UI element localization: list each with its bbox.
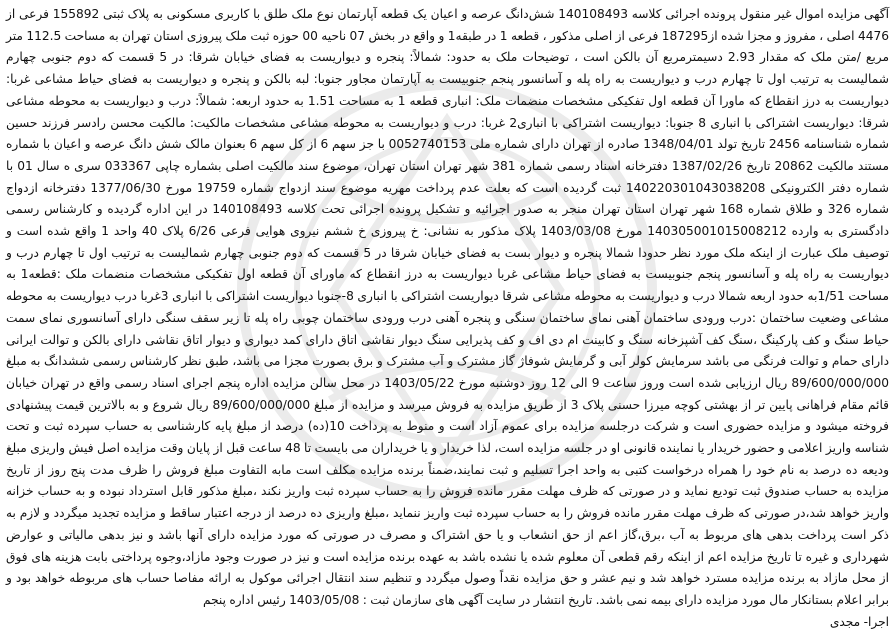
notice-body: آگهی مزایده اموال غیر منقول پرونده اجرائی کلاسه 140108493 شش‌دانگ عرصه و اعیان یک قطعه آپارتمان نوع ملک طلق با کاربری مسکونی به پلاک ثبتی 155892 فرعی از 4476 اصلی ، مفروز و مجزا شده از187295 فرعی از اصلی مذکور ، قطعه 1 در طبقه1 و واقع در بخش 07 ناحیه 00 حوزه ثبت ملک پیروزی استان تهران به مساحت 112.5 متر مربع /متن ملک که مقدار 2.93 دسیمترمربع آن بالکن است ، توضیحات ملک به حدود: شمالاً: پنجره و دیواریست به فضای خیابان شرقا: در 5 قسمت که دوم جنوبی چهارم شمالیست به ترتیب اول تا چهارم درب و دیواریست به راه پله و آسانسور پنجم جنوبیست به آپارتمان مجاور جنوبا: لبه بالکن و پنجره و دیواریست به فضای حیاط مشاعی غربا: دیواریست به درز انقطاع که ماورا آن قطعه اول تفکیکی مشخصات منضمات ملک: انباری قطعه 1 به مساحت 1.51 به حدود اربعه: شمالاً: درب و دیواریست به محوطه مشاعی شرقا: دیواریست اشتراکی با انباری 8 جنوبا: دیواریست اشتراکی با انباری2 غربا: درب و دیواریست به محوطه مشاعی مشخصات مالکیت: مالکیت محسن رادسر فرزند حسین شماره شناسنامه 2456 تاریخ تولد 1348/04/01 صادره از تهران دارای شماره ملی 0052740153 با جز سهم 6 از کل سهم 6 بعنوان مالک شش دانگ عرصه و اعیان با شماره مستند مالکیت 20862 تاریخ 1387/02/26 دفترخانه اسناد رسمی شماره 381 شهر تهران استان تهران، موضوع سند مالکیت اصلی بشماره چاپی 033367 سری ه سال 01 با شماره دفتر الکترونیکی 140220301043038208 ثبت گردیده است که بعلت عدم پرداخت مهریه موضوع سند ازدواج شماره 19759 مورخ 1377/06/30 دفترخانه ازدواج شماره 326 و طلاق شماره 168 شهر تهران استان تهران منجر به صدور اجرائیه و تشکیل پرونده اجرائی تحت کلاسه 140108493 در این اداره گردیده و کارشناس رسمی دادگستری به وارده 140305001015008212 مورخ 1403/03/08 پلاک مذکور به نشانی: خ پیروزی خ ششم نیروی هوایی فرعی 6/26 پلاک 40 واحد 1 واقع شده است و توصیف ملک عبارت از اینکه ملک مورد نظر حدودا شمالا پنجره و دیوار بست به فضای خیابان شرقا در 5 قسمت که دوم جنوبی چهارم شمالیست به ترتیب اول تا چهارم درب و دیواریست به راه پله و آسانسور پنجم جنوبیست به فضای حیاط مشاعی غربا دیواریست به درز انقطاع که ماورای آن قطعه اول تفکیکی مشخصات منضمات ملک :قطعه1 به مساحت 1/51به حدود اربعه شمالا درب و دیواریست به محوطه مشاعی شرقا دیواریست اشتراکی با انباری 8-جنوبا دیواریست اشتراکی با انباری 3غربا درب دیواریست به محوطه مشاعی وضعیت ساختمان :درب ورودی ساختمان آهنی نمای ساختمان سنگی و پنجره آهنی درب ورودی ساختمان چوبی راه پله تا زیر سقف سنگی دارای آسانسوری نمای سمت حیاط سنگ و کف پارکینگ ،سنگ کف آشپزخانه سنگ و کابینت ام دی اف و کف پذیرایی سنگ دیوار نقاشی اتاق دارای کمد دیواری و دیوار اتاق نقاشی دارای بالکن و توالت ایرانی دارای حمام و توالت فرنگی می باشد سرمایش کولر آبی و گرمایش شوفاژ گاز مشترک و آب مشترک و برق بصورت مجزا می باشد، طبق نظر کارشناس رسمی ششدانگ به مبلغ 89/600/000/000 ریال ارزیابی شده است وروز ساعت 9 الی 12 روز دوشنبه مورخ 1403/05/22 در محل سالن مزایده اداره پنجم اجرای اسناد رسمی واقع در تهران خیابان قائم مقام فراهانی پایین تر از بهشتی کوچه میرزا حسنی پلاک 3 از طریق مزایده به فروش میرسد و مزایده از مبلغ 89/600/000/000 ریال شروع و به بالاترین قیمت پیشنهادی فروخته میشود و مزایده حضوری است و شرکت درجلسه مزایده برای عموم آزاد است و منوط به پرداخت 10(ده) درصد از مبلغ پایه کارشناسی به حساب سپرده ثبت و تحت شناسه واریز اعلامی و حضور خریدار یا نماینده قانونی او در جلسه مزایده است، لذا خریدار و یا خریداران می بایست تا 48 ساعت قبل از پایان وقت مزایده اصل فیش واریزی مبلغ ودیعه ده درصد به نام خود را همراه درخواست کتبی به واحد اجرا تسلیم و ثبت نمایند،ضمناً برنده مزایده مکلف است مابه التفاوت مبلغ فروش را ظرف مدت پنج روز از تاریخ مزایده به حساب صندوق ثبت تودیع نماید و در صورتی که ظرف مهلت مقرر مانده فروش را به حساب سپرده ثبت واریز نکند ،مبلغ مذکور قابل استرداد نبوده و به حساب خزانه واریز خواهد شد،در صورتی که ظرف مهلت مقرر مانده فروش را به حساب سپرده ثبت واریز ننماید ،مبلغ واریزی ده درصد از درجه اعتبار ساقط و مزایده تجدید میگردد و لازم به ذکر است پرداخت بدهی های مربوط به آب ،برق،گاز اعم از حق انشعاب و یا حق اشتراک و مصرف در صورتی که مورد مزایده دارای آنها باشد و نیز بدهی مالیاتی و عوارض شهرداری و غیره تا تاریخ مزایده اعم از اینکه رقم قطعی آن معلوم شده یا نشده باشد به عهده برنده مزایده است و نیز در صورت وجود مازاد،وجوه پرداختی بابت هزینه های فوق از محل مازاد به برنده مزایده مسترد خواهد شد و نیم عشر و حق مزایده نقداً وصول میگردد و تنظیم سند انتقال اجرائی موکول به ارائه مفاصا حساب های مربوطه خواهد بود و برابر اعلام بستانکار مال مورد مزایده دارای بیمه نمی باشد. تاریخ انتشار در سایت آگهی های سازمان ثبت : 1403/05/08 رئیس اداره پنجم <box>6 7 890 607</box>
notice-document <box>6 0 889 633</box>
notice-signature: اجرا- مجدی <box>829 614 889 629</box>
